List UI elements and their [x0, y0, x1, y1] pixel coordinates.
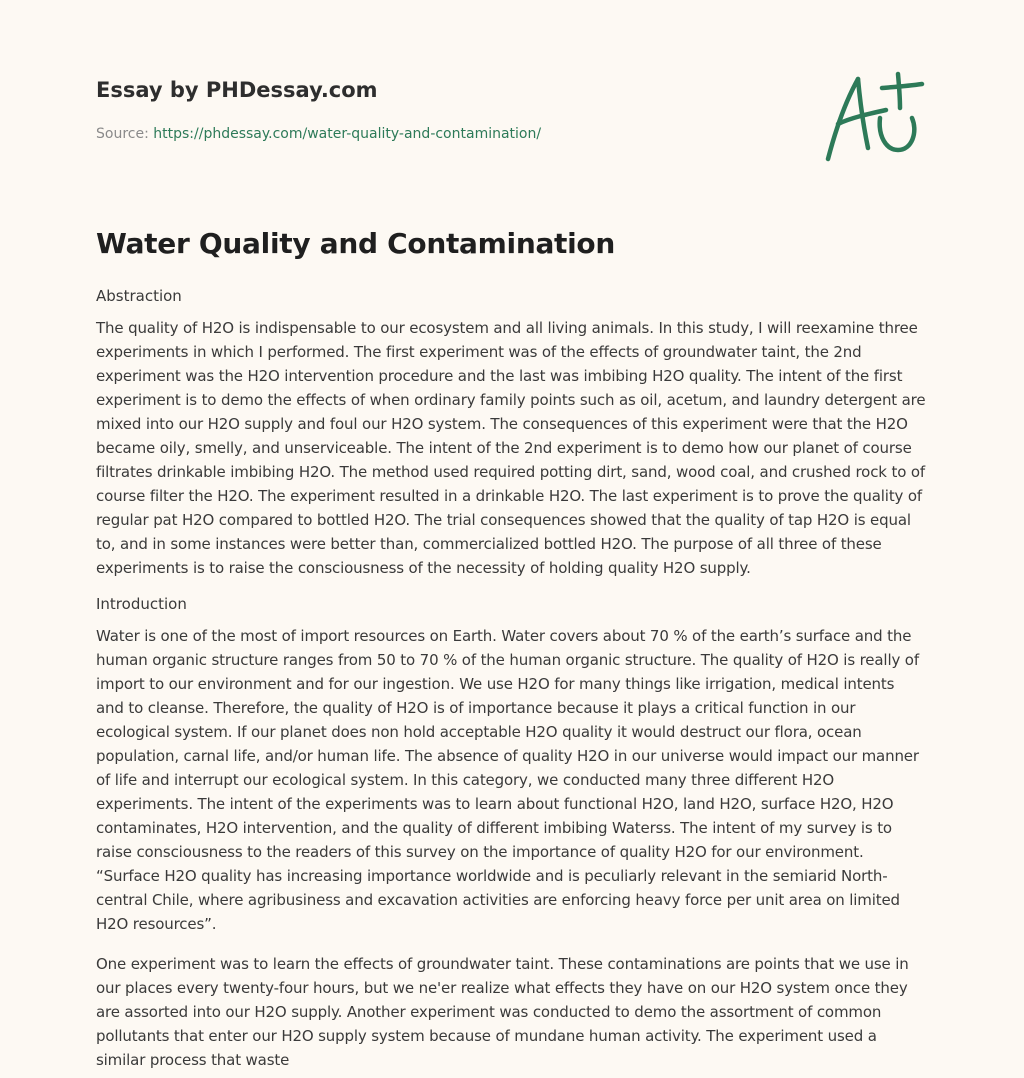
- paragraph: One experiment was to learn the effects of groundwater taint. These contaminations are points that we use in our places every twenty-four hours, but we ne'er realize what effects they have on our H2O system once they are assorted into our H2O supply. Another experiment was conducted to demo the assortment of common pollutants that enter our H2O supply system because of mundane human activity. The experiment used a similar process that waste: [96, 955, 909, 1069]
- essay-header: [96, 76, 796, 144]
- essay-body: [96, 224, 926, 1072]
- source-link[interactable]: https://phdessay.com/water-quality-and-contamination/: [153, 126, 542, 142]
- source-line: [96, 124, 796, 144]
- document-title: Water Quality and Contamination: [96, 227, 615, 260]
- a-plus-logo-icon: [820, 66, 930, 166]
- section-heading-introduction: Introduction: [96, 595, 187, 613]
- a-plus-logo: [820, 66, 930, 166]
- site-title: Essay by PHDessay.com: [96, 78, 378, 102]
- paragraph: Water is one of the most of import resources on Earth. Water covers about 70 % of the earth’s surface and the human organic structure ranges from 50 to 70 % of the human organic structure. The quality of H2O is really of import to our environment and for our ingestion. We use H2O for many things like irrigation, medical intents and to cleanse. Therefore, the quality of H2O is of importance because it plays a critical function in our ecological system. If our planet does non hold acceptable H2O quality it would destruct our flora, ocean population, carnal life, and/or human life. The absence of quality H2O in our universe would impact our manner of life and interrupt our ecological system. In this category, we conducted many three different H2O experiments. The intent of the experiments was to learn about functional H2O, land H2O, surface H2O, H2O contaminates, H2O intervention, and the quality of different imbibing Waterss. The intent of my survey is to raise consciousness to the readers of this survey on the importance of quality H2O for our environment. “Surface H2O quality has increasing importance worldwide and is peculiarly relevant in the semiarid North-central Chile, where agribusiness and excavation activities are enforcing heavy force per unit area on limited H2O resources”.: [96, 627, 919, 933]
- source-label: Source:: [96, 126, 154, 142]
- paragraph: The quality of H2O is indispensable to our ecosystem and all living animals. In this study, I will reexamine three experiments in which I performed. The first experiment was of the effects of groundwater taint, the 2nd experiment was the H2O intervention procedure and the last was imbibing H2O quality. The intent of the first experiment is to demo the effects of when ordinary family points such as oil, acetum, and laundry detergent are mixed into our H2O supply and foul our H2O system. The consequences of this experiment were that the H2O became oily, smelly, and unserviceable. The intent of the 2nd experiment is to demo how our planet of course filtrates drinkable imbibing H2O. The method used required potting dirt, sand, wood coal, and crushed rock to of course filter the H2O. The experiment resulted in a drinkable H2O. The last experiment is to prove the quality of regular pat H2O compared to bottled H2O. The trial consequences showed that the quality of tap H2O is equal to, and in some instances were better than, commercialized bottled H2O. The purpose of all three of these experiments is to raise the consciousness of the necessity of holding quality H2O supply.: [96, 319, 926, 577]
- section-heading-abstraction: Abstraction: [96, 287, 182, 305]
